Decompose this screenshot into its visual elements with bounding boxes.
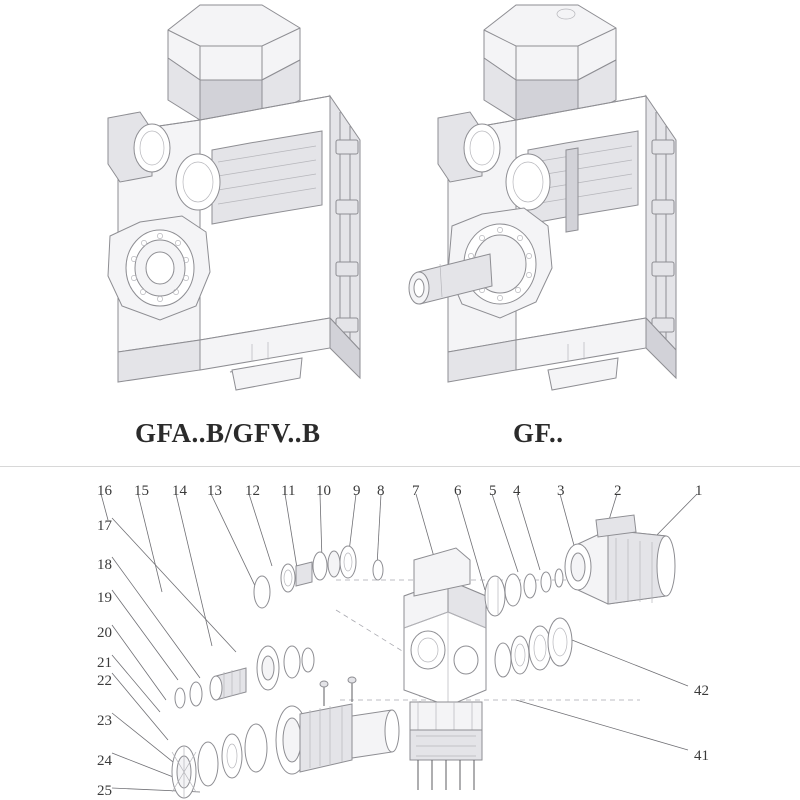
- callout-14: 14: [172, 483, 187, 499]
- callout-10: 10: [316, 483, 331, 499]
- callout-7: 7: [412, 483, 420, 499]
- callout-1: 1: [695, 483, 703, 499]
- caption-right-model: GF..: [513, 418, 564, 448]
- motor-adapter-part: [565, 515, 675, 604]
- ring-stack-right: [485, 569, 572, 677]
- callout-22: 22: [97, 673, 112, 689]
- callout-23: 23: [97, 713, 112, 729]
- callout-21: 21: [97, 655, 112, 671]
- callout-20: 20: [97, 625, 112, 641]
- output-gear-shaft-part: [172, 677, 399, 798]
- callout-41: 41: [694, 748, 709, 764]
- callout-24: 24: [97, 753, 112, 769]
- callout-19: 19: [97, 590, 112, 606]
- callout-16: 16: [97, 483, 112, 499]
- callout-11: 11: [281, 483, 296, 499]
- callout-17: 17: [97, 518, 112, 534]
- callout-15: 15: [134, 483, 149, 499]
- callout-8: 8: [377, 483, 385, 499]
- callout-42: 42: [694, 683, 709, 699]
- callout-3: 3: [557, 483, 565, 499]
- callout-2: 2: [614, 483, 622, 499]
- housing-part: [404, 548, 486, 790]
- small-parts-row-upper: [254, 546, 383, 608]
- callout-13: 13: [207, 483, 222, 499]
- pinion-shaft-part: [175, 646, 314, 708]
- callout-9: 9: [353, 483, 361, 499]
- callout-5: 5: [489, 483, 497, 499]
- callout-25: 25: [97, 783, 112, 799]
- callout-4: 4: [513, 483, 521, 499]
- callout-12: 12: [245, 483, 260, 499]
- callout-6: 6: [454, 483, 462, 499]
- caption-left-model: GFA..B/GFV..B: [135, 418, 321, 448]
- callout-18: 18: [97, 557, 112, 573]
